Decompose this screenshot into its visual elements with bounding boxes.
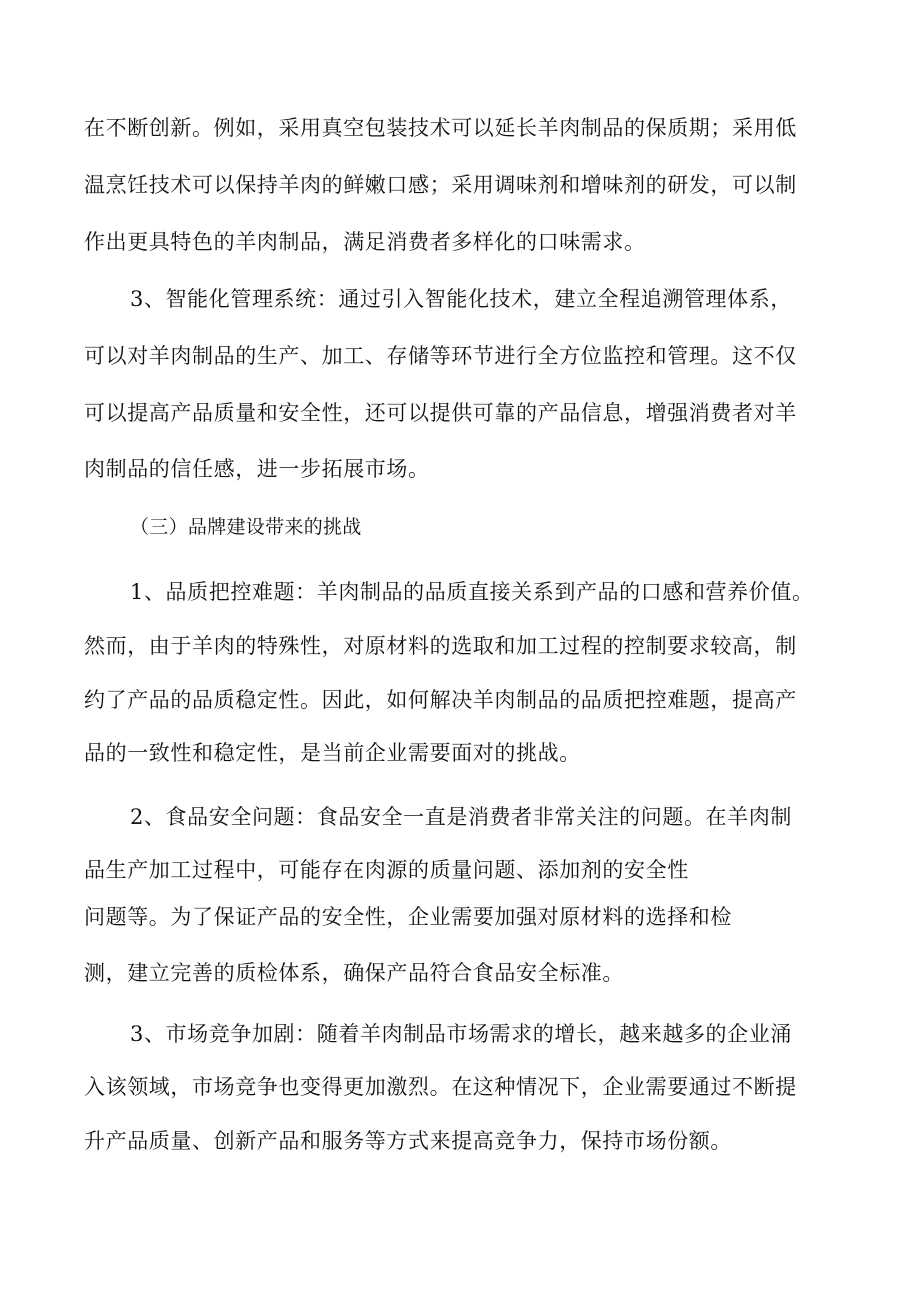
- section-item-heading: 2、食品安全问题：食品安全一直是消费者非常关注的问题。在羊肉制: [130, 805, 792, 829]
- paragraph-line: 问题等。为了保证产品的安全性，企业需要加强对原材料的选择和检: [84, 905, 732, 929]
- paragraph-line: 测，建立完善的质检体系，确保产品符合食品安全标准。: [84, 961, 624, 985]
- paragraph-line: 温烹饪技术可以保持羊肉的鲜嫩口感；采用调味剂和增味剂的研发，可以制: [84, 173, 797, 197]
- paragraph-line: 品生产加工过程中，可能存在肉源的质量问题、添加剂的安全性: [84, 858, 689, 882]
- paragraph-line: 入该领域，市场竞争也变得更加激烈。在这种情况下，企业需要通过不断提: [84, 1075, 797, 1099]
- paragraph-line: 可以提高产品质量和安全性，还可以提供可靠的产品信息，增强消费者对羊: [84, 401, 797, 425]
- paragraph-line: 升产品质量、创新产品和服务等方式来提高竞争力，保持市场份额。: [84, 1129, 732, 1153]
- paragraph-line: 作出更具特色的羊肉制品，满足消费者多样化的口味需求。: [84, 230, 646, 254]
- section-item-heading: 1、品质把控难题：羊肉制品的品质直接关系到产品的口感和营养价值。: [130, 580, 814, 604]
- paragraph-line: 肉制品的信任感，进一步拓展市场。: [84, 457, 430, 481]
- paragraph-line: 品的一致性和稳定性，是当前企业需要面对的挑战。: [84, 741, 581, 765]
- section-item-heading: 3、市场竞争加剧：随着羊肉制品市场需求的增长，越来越多的企业涌: [130, 1022, 792, 1046]
- paragraph-line: 然而，由于羊肉的特殊性，对原材料的选取和加工过程的控制要求较高，制: [84, 634, 797, 658]
- paragraph-line: 可以对羊肉制品的生产、加工、存储等环节进行全方位监控和管理。这不仅: [84, 344, 797, 368]
- paragraph-line: 约了产品的品质稳定性。因此，如何解决羊肉制品的品质把控难题，提高产: [84, 688, 797, 712]
- section-heading: （三）品牌建设带来的挑战: [130, 516, 362, 538]
- section-item-heading: 3、智能化管理系统：通过引入智能化技术，建立全程追溯管理体系，: [130, 287, 792, 311]
- paragraph-line: 在不断创新。例如，采用真空包装技术可以延长羊肉制品的保质期；采用低: [84, 116, 797, 140]
